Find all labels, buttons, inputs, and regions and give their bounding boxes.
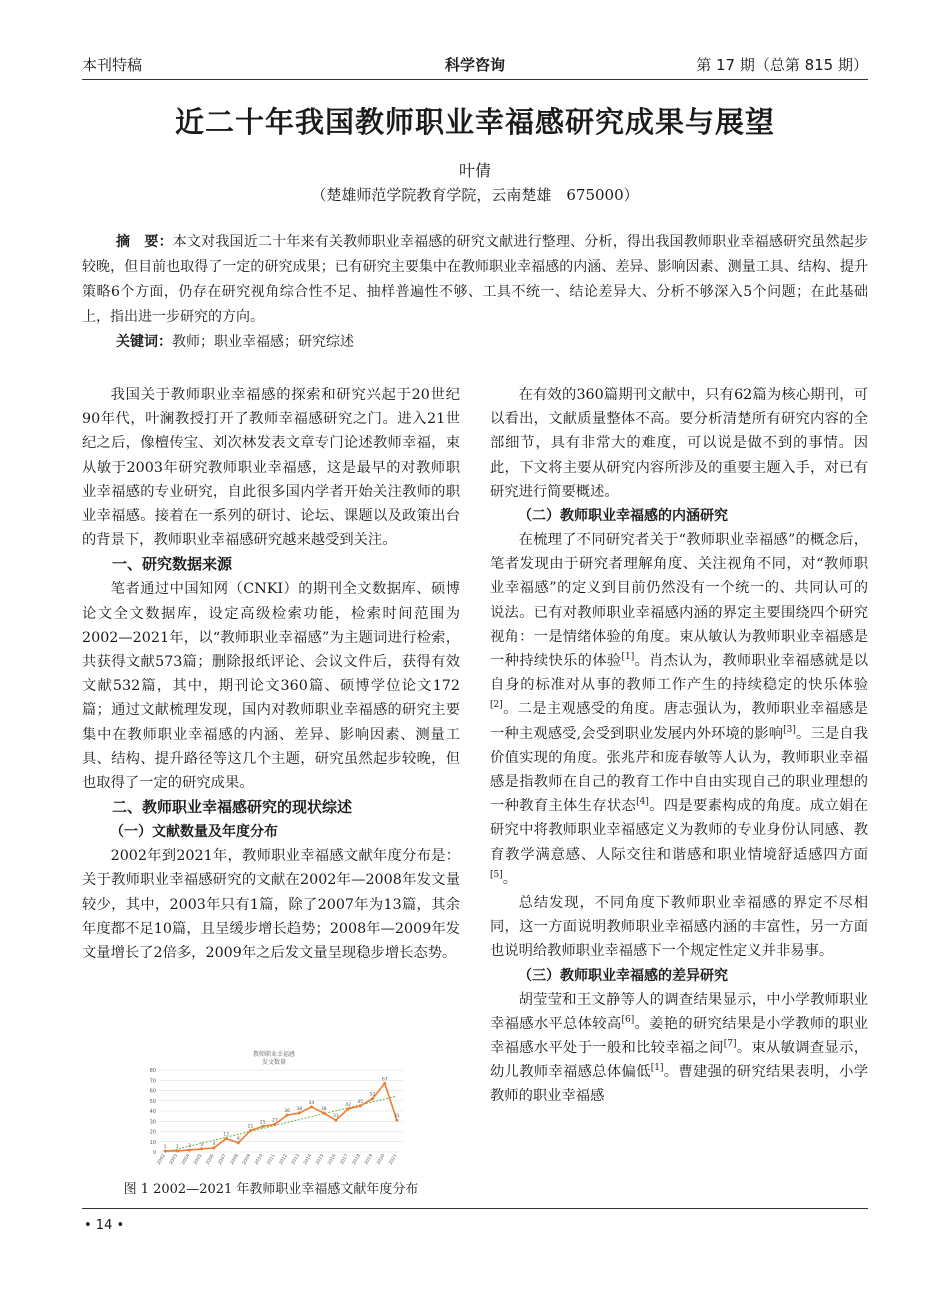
chart-data-label: 4	[212, 1141, 216, 1147]
x-tick-label: 2013	[290, 1153, 302, 1166]
journal-quality-paragraph: 在有效的360篇期刊文献中，只有62篇为核心期刊，可以看出，文献质量整体不高。要分析清楚所有研究内容的全部细节，具有非常大的难度，可以说是做不到的事情。因此，下文将主要从研究内容所涉及的重要主题入手，对已有研究进行简要概述。	[490, 387, 868, 500]
chart-data-label: 31	[333, 1114, 339, 1120]
chart-svg	[139, 1048, 409, 1176]
text-run: 。曹建强的研究结果表明，小学教师的职业幸福感	[490, 1064, 869, 1105]
x-tick-label: 2019	[364, 1153, 375, 1166]
chart-title: 教师职业幸福感	[252, 1051, 296, 1058]
x-tick-label: 2002	[156, 1153, 167, 1166]
subsection-heading-difference: （三）教师职业幸福感的差异研究	[518, 967, 728, 984]
y-tick-label: 30	[149, 1119, 156, 1126]
x-tick-label: 2006	[205, 1153, 216, 1166]
data-source-paragraph: 笔者通过中国知网（CNKI）的期刊全文数据库、硕博论文全文数据库，设定高级检索功能，检索时间范围为2002—2021年，以“教师职业幸福感”为主题词进行检索，共获得文献573篇；删除报纸评论、会议文件后，获得有效文献532篇，其中，期刊论文360篇、硕博学位论文172篇；通过文献梳理发现，国内对教师职业幸福感的研究主要集中在教师职业幸福感的内涵、差异、影响因素、测量工具、结构、提升路径等这几个主题，研究虽然起步较晚，但也取得了一定的研究成果。	[82, 581, 460, 792]
y-tick-label: 70	[149, 1078, 156, 1085]
section-heading-review: 二、教师职业幸福感研究的现状综述	[112, 798, 353, 817]
keywords-label: 关键词：	[116, 334, 172, 350]
paper-title: 近二十年我国教师职业幸福感研究成果与展望	[174, 105, 775, 139]
page-number: • 14 •	[84, 1218, 125, 1233]
x-tick-label: 2018	[351, 1153, 363, 1166]
chart-data-label: 25	[259, 1120, 266, 1126]
subsection-heading-distribution: （一）文献数量及年度分布	[110, 824, 278, 841]
y-tick-label: 10	[149, 1139, 156, 1146]
citation-ref: [1]	[621, 652, 635, 663]
section-heading-data-source: 一、研究数据来源	[112, 555, 233, 574]
chart-data-label: 13	[223, 1132, 229, 1138]
text-run: 胡莹莹和王文静等人的调查结果显示，中小学教师职业幸福感水平总体较高	[490, 991, 868, 1032]
chart-data-label: 44	[308, 1100, 315, 1106]
text-run: 。肖杰认为，教师职业幸福感就是以自身的标准对从事的教师工作产生的持续稳定的快乐体验	[490, 653, 869, 694]
y-tick-label: 80	[149, 1068, 156, 1074]
x-tick-label: 2012	[278, 1153, 289, 1166]
x-tick-label: 2010	[254, 1153, 265, 1166]
x-tick-label: 2014	[303, 1153, 314, 1166]
chart-subtitle: 发文数量	[261, 1059, 287, 1066]
text-run: 。三是自我价值实现的角度。张兆芹和庞春敏等人认为，教师职业幸福感是指教师在自己的教育工作中自由实现自己的职业理想的一种教育主体生存状态	[490, 725, 869, 815]
chart-data-label: 3	[200, 1142, 204, 1148]
header-section-label: 本刊特稿	[82, 56, 143, 74]
x-tick-label: 2011	[266, 1153, 277, 1166]
x-tick-label: 2009	[242, 1153, 253, 1166]
x-tick-label: 2015	[315, 1153, 326, 1166]
y-tick-label: 50	[149, 1098, 156, 1105]
text-run: 。束从敏调查显示，幼儿教师幸福感总体偏低	[490, 1040, 869, 1081]
abstract-text: 本文对我国近二十年来有关教师职业幸福感的研究文献进行整理、分析，得出我国教师职业幸福感研究虽然起步较晚，但目前也取得了一定的研究成果；已有研究主要集中在教师职业幸福感的内涵、差异、影响因素、测量工具、结构、提升策略6个方面，仍存在研究视角综合性不足、抽样普遍性不够、工具不统一、结论差异大、分析不够深入5个问题；在此基础上，指出进一步研究的方向。	[82, 234, 869, 325]
chart-data-label: 1	[163, 1144, 167, 1150]
x-tick-label: 2021	[388, 1153, 399, 1166]
figure-line-chart	[139, 1048, 409, 1176]
x-tick-label: 2007	[217, 1153, 228, 1166]
citation-ref: [4]	[636, 797, 649, 808]
chart-data-label: 27	[272, 1118, 278, 1124]
chart-data-label: 45	[357, 1099, 364, 1105]
figure-caption: 图 1 2002—2021 年教师职业幸福感文献年度分布	[123, 1182, 419, 1197]
chart-data-label: 21	[247, 1124, 254, 1130]
chart-data-label: 38	[320, 1107, 327, 1113]
text-run: 。四是要素构成的角度。成立娟在研究中将教师职业幸福感定义为教师的专业身份认同感、教育教学满意感、人际交往和谐感和职业情境舒适感四方面	[490, 798, 869, 863]
chart-data-label: 31	[394, 1114, 400, 1120]
abstract	[82, 230, 868, 330]
y-tick-label: 0	[152, 1150, 156, 1156]
abstract-label: 摘 要：	[116, 234, 173, 250]
text-run: 在梳理了不同研究者关于“教师职业幸福感”的概念后，笔者发现由于研究者理解角度、关注视角不同，对“教师职业幸福感”的定义到目前仍然没有一个统一的、共同认可的说法。已有对教师职业幸福感内涵的界定主要围绕四个研究视角：一是情绪体验的角度。束从敏认为教师职业幸福感是一种持续快乐的体验	[490, 532, 868, 670]
chart-data-label: 52	[369, 1092, 376, 1098]
x-tick-label: 2003	[168, 1153, 180, 1166]
intro-paragraph: 我国关于教师职业幸福感的探索和研究兴起于20世纪90年代，叶澜教授打开了教师幸福感研究之门。进入21世纪之后，像檀传宝、刘次林发表文章专门论述教师幸福，束从敏于2003年研究教师职业幸福感，这是最早的对教师职业幸福感的专业研究，自此很多国内学者开始关注教师的职业幸福感。接着在一系列的研讨、论坛、课题以及政策出台的背景下，教师职业幸福感研究越来越受到关注。	[82, 387, 460, 549]
citation-ref: [2]	[490, 700, 503, 711]
citation-ref: [1]	[650, 1063, 664, 1074]
chart-data-label: 67	[381, 1077, 388, 1083]
x-tick-label: 2020	[376, 1153, 387, 1166]
text-run: 。	[502, 870, 518, 887]
text-run: 。二是主观感受的角度。唐志强认为，教师职业幸福感是一种主观感受,会受到职业发展内外环境的影响	[490, 701, 868, 742]
keywords	[116, 330, 866, 354]
citation-ref: [3]	[783, 724, 796, 735]
footer-divider	[82, 1208, 868, 1209]
chart-data-label: 9	[236, 1136, 240, 1142]
author-affiliation: （楚雄师范学院教育学院，云南楚雄 675000）	[311, 186, 639, 204]
citation-ref: [6]	[621, 1015, 635, 1026]
text-run: 。姜艳的研究结果是小学教师的职业幸福感水平处于一般和比较幸福之间	[490, 1015, 869, 1057]
header-issue-number: 第 17 期（总第 815 期）	[696, 56, 868, 74]
keywords-text: 教师；职业幸福感；研究综述	[172, 334, 354, 350]
x-tick-label: 2008	[229, 1153, 241, 1166]
x-tick-label: 2016	[327, 1153, 338, 1166]
y-tick-label: 20	[149, 1129, 156, 1136]
subsection-heading-connotation: （二）教师职业幸福感的内涵研究	[518, 508, 728, 525]
chart-data-label: 1	[175, 1144, 179, 1150]
x-tick-label: 2005	[193, 1153, 204, 1166]
chart-data-label: 38	[296, 1107, 303, 1113]
difference-paragraph	[490, 988, 868, 1109]
connotation-summary-paragraph: 总结发现，不同角度下教师职业幸福感的界定不尽相同，这一方面说明教师职业幸福感内涵的丰富性，另一方面也说明给教师职业幸福感下一个规定性定义并非易事。	[490, 895, 868, 960]
right-column	[490, 383, 868, 1109]
citation-ref: [7]	[723, 1039, 737, 1050]
chart-data-label: 36	[284, 1109, 290, 1115]
y-tick-label: 40	[149, 1109, 156, 1115]
chart-data-label: 2	[188, 1143, 191, 1149]
chart-series-line	[165, 1083, 397, 1151]
y-tick-label: 60	[149, 1088, 156, 1095]
header-journal-name: 科学咨询	[444, 56, 505, 74]
distribution-paragraph: 2002年到2021年，教师职业幸福感文献年度分布是：关于教师职业幸福感研究的文献在2002年—2008年发文量较少，其中，2003年只有1篇，除了2007年为13篇，其余年度都不足10篇，且呈缓步增长趋势；2008年—2009年发文量增长了2倍多，2009年之后发文量呈现稳步增长态势。	[82, 848, 460, 962]
page-header	[82, 50, 868, 76]
left-column	[82, 383, 460, 965]
x-tick-label: 2004	[181, 1153, 192, 1166]
chart-data-label: 42	[345, 1102, 351, 1108]
header-divider	[82, 79, 868, 80]
x-tick-label: 2017	[339, 1153, 350, 1166]
connotation-paragraph	[490, 528, 868, 891]
citation-ref: [5]	[490, 870, 503, 881]
author-name: 叶倩	[458, 161, 491, 180]
